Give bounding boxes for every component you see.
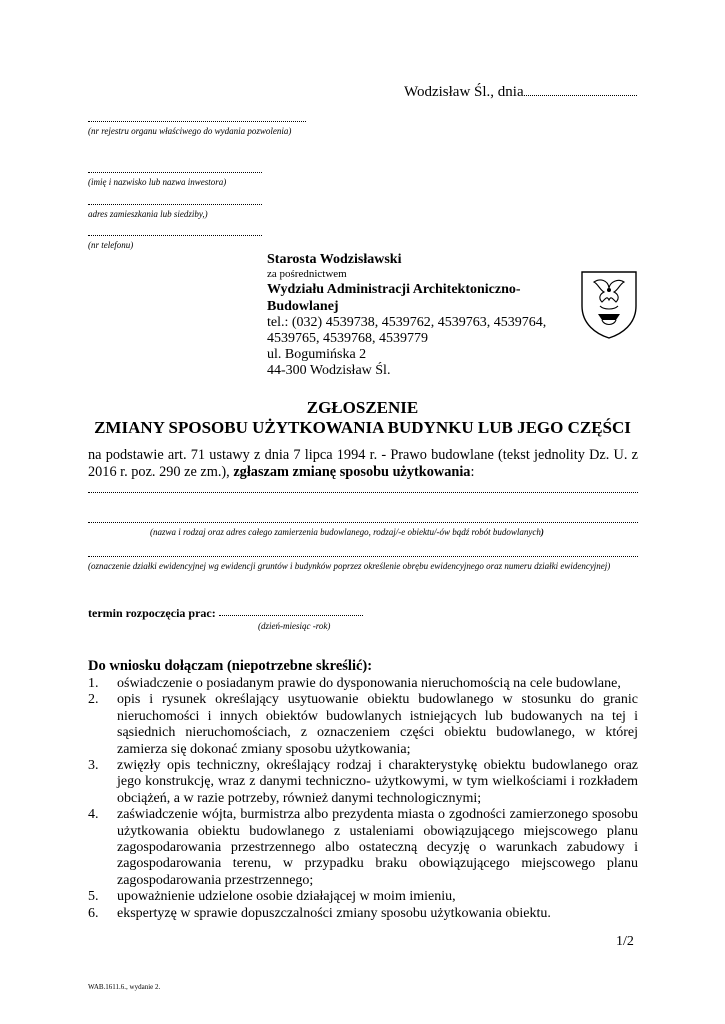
attachments-items [88, 676, 638, 922]
description-field-2[interactable] [88, 522, 638, 523]
investor-name-field[interactable] [88, 172, 262, 173]
attachment-item: 4. zaświadczenie wójta, burmistrza albo prezydenta miasta o zgodności zamierzonego sposobu użytkowania obiektu budowlanego z ustaleniami obowiązującego miejscowego planu zagospodarowania przestrzennego albo ostateczną decyzję o warunkach zabudowy i zagospodarowania terenu, w przypadku braku obowiązującego miejscowego planu zagospodarowania przestrzennego; [88, 807, 638, 888]
recipient-title: Starosta Wodzisławski [267, 252, 402, 267]
attachments-list [88, 676, 638, 922]
document-code: WAB.1611.6., wydanie 2. [88, 983, 161, 991]
recipient-tel-2: 4539765, 4539768, 4539779 [267, 331, 428, 346]
address-label: adres zamieszkania lub siedziby,) [88, 209, 208, 219]
recipient-via: za pośrednictwem [267, 268, 347, 280]
phone-field[interactable] [88, 235, 262, 236]
title-line-1: ZGŁOSZENIE [306, 398, 419, 417]
attachments-heading: Do wniosku dołączam (niepotrzebne skreślić): [88, 658, 373, 674]
attachment-item: 1. oświadczenie o posiadanym prawie do dysponowania nieruchomością na cele budowlane, [88, 676, 621, 691]
place-date-label: Wodzisław Śl., dnia [404, 84, 524, 100]
attachment-item: 3. zwięzły opis techniczny, określający rodzaj i charakterystykę obiektu budowlanego oraz jego konstrukcję, wraz z danymi techniczno- użytkowymi, w tym wielkościami i rozkładem obciążeń, a w razie potrzeby, również danymi technologicznymi; [88, 758, 638, 806]
parcel-field[interactable] [88, 556, 638, 557]
phone-label: (nr telefonu) [88, 240, 134, 250]
attachment-item: 5. upoważnienie udzielone osobie działającej w moim imieniu, [88, 889, 456, 905]
registry-number-field[interactable] [88, 121, 306, 122]
recipient-dept-1: Wydziału Administracji Architektoniczno- [267, 282, 521, 297]
intro-paragraph [88, 447, 638, 481]
intro-text: na podstawie art. 71 ustawy z dnia 7 lipca 1994 r. - Prawo budowlane (tekst jednolity Dz. U. z 2016 r. poz. 290 ze zm.), [88, 447, 638, 480]
document-title [0, 398, 725, 438]
page-number: 1/2 [616, 934, 634, 949]
title-line-2: ZMIANY SPOSOBU UŻYTKOWANIA BUDYNKU LUB JEGO CZĘŚCI [94, 418, 631, 437]
building-note: (nazwa i rodzaj oraz adres całego zamierzenia budowlanego, rodzaj/-e obiektu/-ów bądź robót budowlanych) [150, 527, 544, 537]
coat-of-arms-icon [578, 268, 640, 340]
start-date-field[interactable] [219, 615, 363, 616]
intro-colon: : [470, 464, 475, 480]
start-date-hint: (dzień-miesiąc -rok) [258, 621, 331, 631]
place-date [404, 84, 524, 101]
address-field[interactable] [88, 204, 262, 205]
recipient-dept-2: Budowlanej [267, 299, 339, 314]
investor-name-label: (imię i nazwisko lub nazwa inwestora) [88, 177, 227, 187]
description-field-1[interactable] [88, 492, 638, 493]
start-date-label: termin rozpoczęcia prac: [88, 606, 216, 620]
recipient-block [267, 251, 572, 379]
registry-number-label: (nr rejestru organu właściwego do wydania pozwolenia) [88, 126, 292, 136]
intro-bold: zgłaszam zmianę sposobu użytkowania [233, 464, 471, 480]
recipient-street: ul. Bogumińska 2 [267, 347, 367, 362]
recipient-tel-1: tel.: (032) 4539738, 4539762, 4539763, 4539764, [267, 315, 547, 330]
recipient-city: 44-300 Wodzisław Śl. [267, 363, 391, 378]
attachment-item: 2. opis i rysunek określający usytuowanie obiektu budowlanego w stosunku do granic nieruchomości i innych obiektów budowlanych istniejących lub budowanych na tej i sąsiednich nieruchomościach, z oznaczeniem części obiektu budowlanego, w której zamierza się dokonać zmiany sposobu użytkowania; [88, 692, 638, 757]
date-field[interactable] [524, 95, 637, 96]
attachment-item: 6. ekspertyzę w sprawie dopuszczalności zmiany sposobu użytkowania obiektu. [88, 905, 551, 921]
parcel-note: (oznaczenie działki ewidencyjnej wg ewidencji gruntów i budynków poprzez określenie obrębu ewidencyjnego oraz numeru działki ewidencyjnej) [88, 561, 611, 571]
